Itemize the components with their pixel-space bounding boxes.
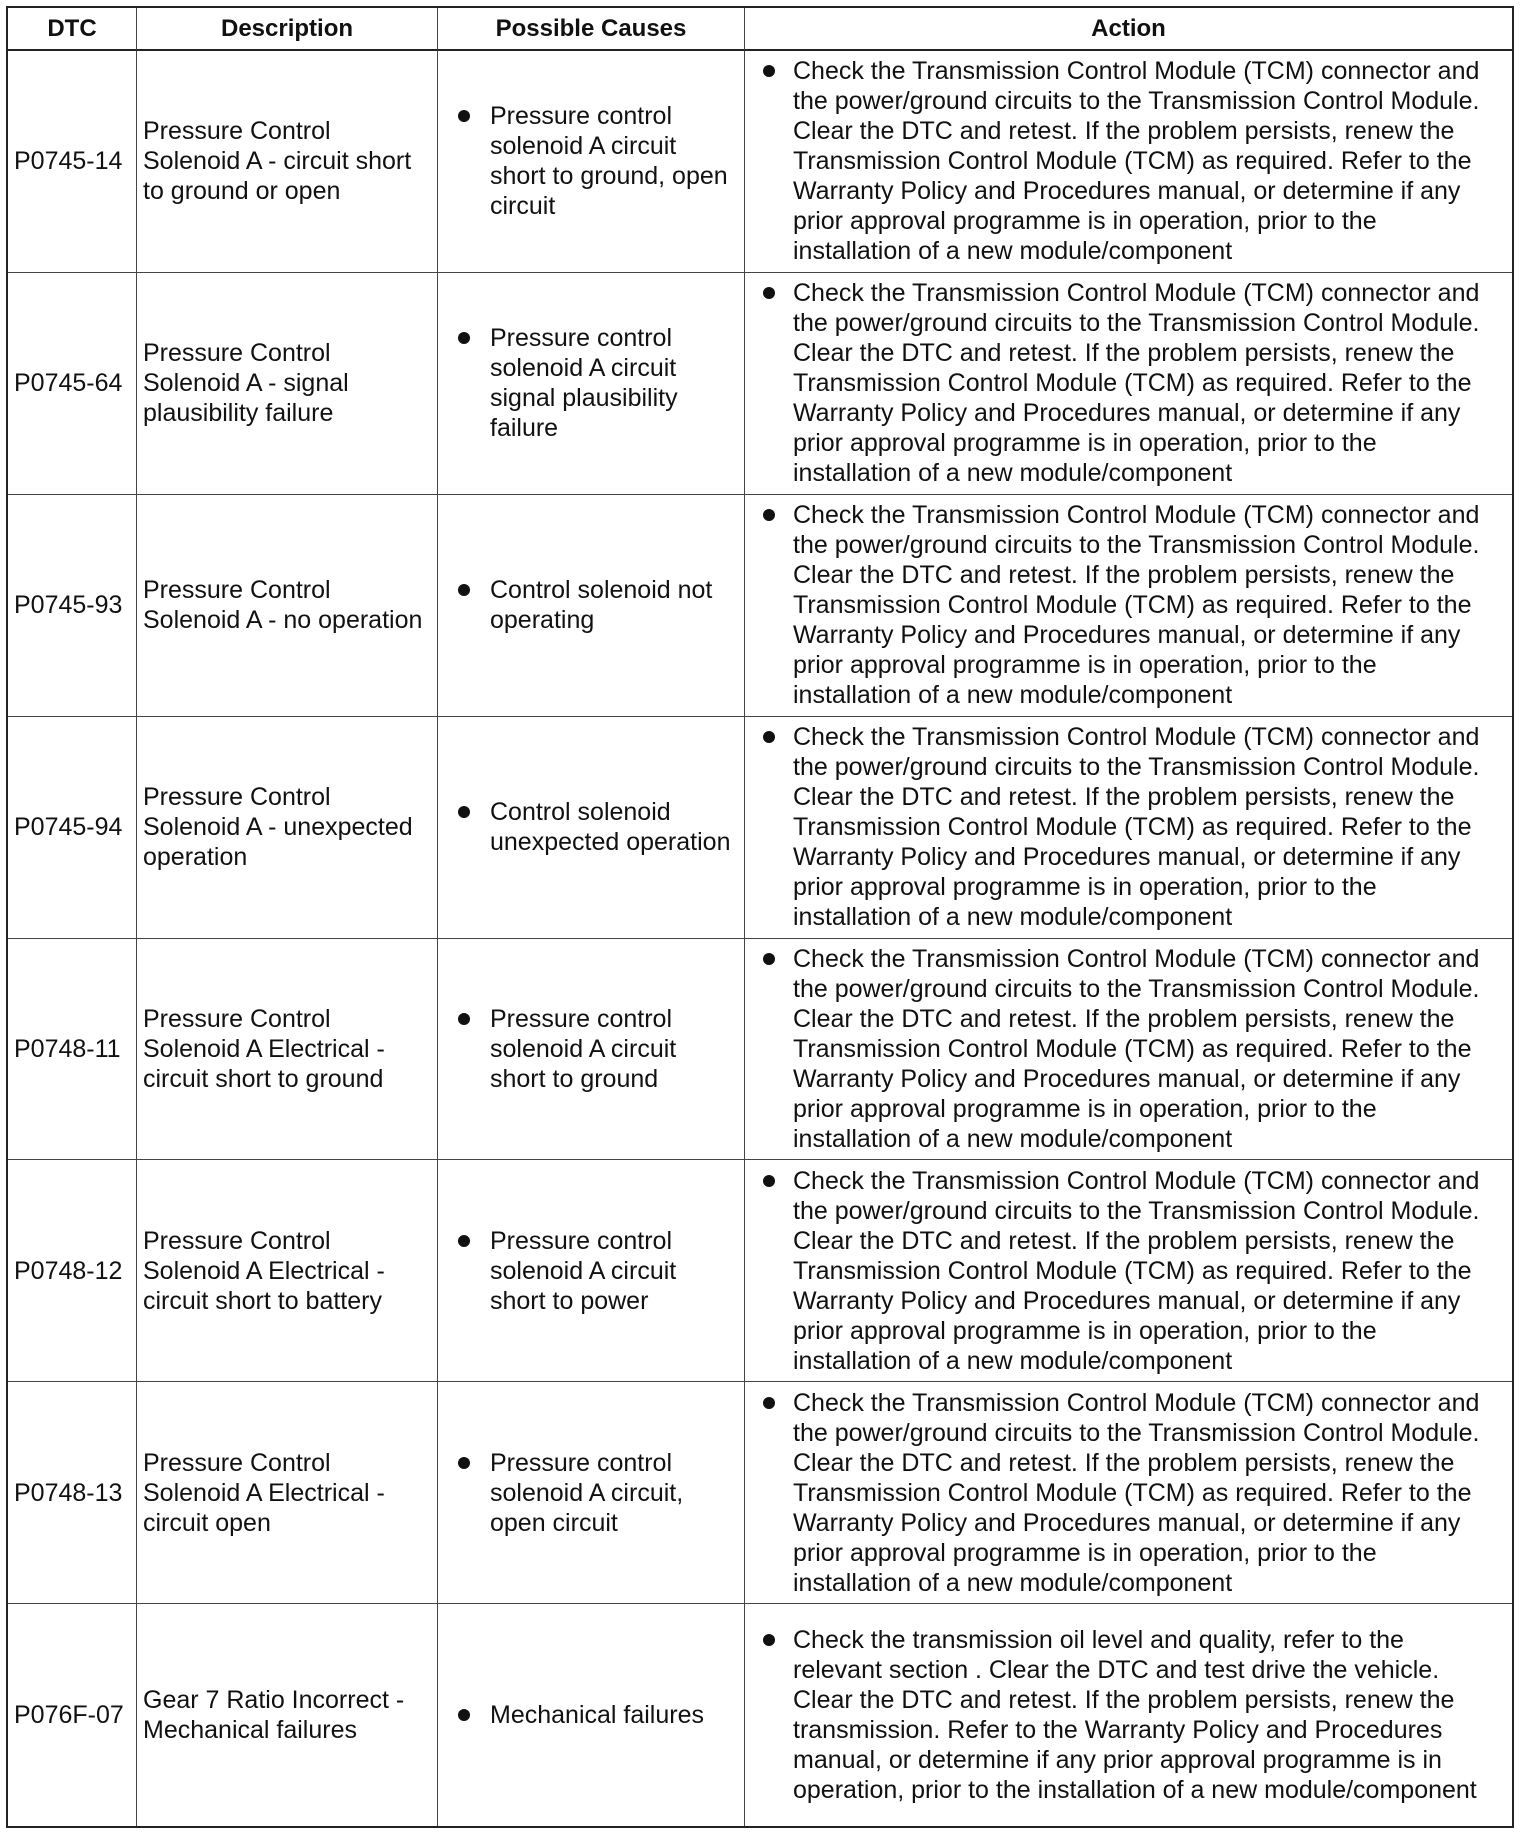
header-possible-causes: Possible Causes xyxy=(438,8,745,51)
action-text: Check the Transmission Control Module (TCM) connector and the power/ground circuits to the Transmission Control Module. Clear the DTC and retest. If the problem persists, renew the Transmission Control Module (TCM) as required. Refer to the Warranty Policy and Procedures manual, or determine if any prior approval programme is in operation, prior to the installation of a new module/component xyxy=(793,279,1480,488)
description-text: Pressure Control Solenoid A Electrical - circuit short to ground xyxy=(137,939,438,1161)
header-action: Action xyxy=(745,8,1512,51)
bullet-icon xyxy=(763,731,775,743)
cause-text: Pressure control solenoid A circuit, open circuit xyxy=(490,1448,684,1537)
bullet-icon xyxy=(763,509,775,521)
cause-text: Pressure control solenoid A circuit short to power xyxy=(490,1226,677,1315)
dtc-code: P0745-64 xyxy=(8,273,137,495)
possible-causes-cell xyxy=(438,1382,745,1604)
action-text: Check the Transmission Control Module (TCM) connector and the power/ground circuits to the Transmission Control Module. Clear the DTC and retest. If the problem persists, renew the Transmission Control Module (TCM) as required. Refer to the Warranty Policy and Procedures manual, or determine if any prior approval programme is in operation, prior to the installation of a new module/component xyxy=(793,501,1480,710)
action-text: Check the transmission oil level and quality, refer to the relevant section . Clear the DTC and test drive the vehicle. Clear the DTC and retest. If the problem persists, renew the transmission. Refer to the Warranty Policy and Procedures manual, or determine if any prior approval programme is in operation, prior to the installation of a new module/component xyxy=(793,1626,1477,1805)
bullet-icon xyxy=(458,332,470,344)
action-text: Check the Transmission Control Module (TCM) connector and the power/ground circuits to the Transmission Control Module. Clear the DTC and retest. If the problem persists, renew the Transmission Control Module (TCM) as required. Refer to the Warranty Policy and Procedures manual, or determine if any prior approval programme is in operation, prior to the installation of a new module/component xyxy=(793,57,1480,266)
action-cell xyxy=(745,51,1512,273)
possible-causes-cell xyxy=(438,273,745,495)
possible-causes-cell xyxy=(438,939,745,1161)
bullet-icon xyxy=(458,1235,470,1247)
action-text: Check the Transmission Control Module (TCM) connector and the power/ground circuits to the Transmission Control Module. Clear the DTC and retest. If the problem persists, renew the Transmission Control Module (TCM) as required. Refer to the Warranty Policy and Procedures manual, or determine if any prior approval programme is in operation, prior to the installation of a new module/component xyxy=(793,723,1480,932)
cause-text: Pressure control solenoid A circuit short to ground, open circuit xyxy=(490,102,728,221)
bullet-icon xyxy=(458,1457,470,1469)
bullet-icon xyxy=(458,110,470,122)
bullet-icon xyxy=(458,806,470,818)
dtc-code: P0745-93 xyxy=(8,495,137,717)
dtc-code: P0745-94 xyxy=(8,717,137,939)
cause-text: Control solenoid not operating xyxy=(490,576,713,635)
dtc-code: P076F-07 xyxy=(8,1604,137,1826)
action-text: Check the Transmission Control Module (TCM) connector and the power/ground circuits to the Transmission Control Module. Clear the DTC and retest. If the problem persists, renew the Transmission Control Module (TCM) as required. Refer to the Warranty Policy and Procedures manual, or determine if any prior approval programme is in operation, prior to the installation of a new module/component xyxy=(793,1388,1480,1597)
bullet-icon xyxy=(458,1709,470,1721)
bullet-icon xyxy=(458,1013,470,1025)
possible-causes-cell xyxy=(438,717,745,939)
action-cell xyxy=(745,1160,1512,1382)
bullet-icon xyxy=(458,584,470,596)
bullet-icon xyxy=(763,65,775,77)
description-text: Pressure Control Solenoid A - no operation xyxy=(137,495,438,717)
bullet-icon xyxy=(763,1634,775,1646)
dtc-table xyxy=(6,6,1514,1828)
header-description: Description xyxy=(137,8,438,51)
description-text: Gear 7 Ratio Incorrect - Mechanical failures xyxy=(137,1604,438,1826)
possible-causes-cell xyxy=(438,1604,745,1826)
dtc-code: P0748-13 xyxy=(8,1382,137,1604)
action-text: Check the Transmission Control Module (TCM) connector and the power/ground circuits to the Transmission Control Module. Clear the DTC and retest. If the problem persists, renew the Transmission Control Module (TCM) as required. Refer to the Warranty Policy and Procedures manual, or determine if any prior approval programme is in operation, prior to the installation of a new module/component xyxy=(793,1166,1480,1375)
possible-causes-cell xyxy=(438,1160,745,1382)
bullet-icon xyxy=(763,287,775,299)
cause-text: Pressure control solenoid A circuit short to ground xyxy=(490,1004,677,1093)
action-cell xyxy=(745,273,1512,495)
action-cell xyxy=(745,1604,1512,1826)
bullet-icon xyxy=(763,953,775,965)
bullet-icon xyxy=(763,1175,775,1187)
possible-causes-cell xyxy=(438,495,745,717)
cause-text: Pressure control solenoid A circuit signal plausibility failure xyxy=(490,324,678,443)
description-text: Pressure Control Solenoid A - signal plausibility failure xyxy=(137,273,438,495)
header-dtc: DTC xyxy=(8,8,137,51)
description-text: Pressure Control Solenoid A Electrical - circuit open xyxy=(137,1382,438,1604)
bullet-icon xyxy=(763,1397,775,1409)
action-text: Check the Transmission Control Module (TCM) connector and the power/ground circuits to the Transmission Control Module. Clear the DTC and retest. If the problem persists, renew the Transmission Control Module (TCM) as required. Refer to the Warranty Policy and Procedures manual, or determine if any prior approval programme is in operation, prior to the installation of a new module/component xyxy=(793,944,1480,1153)
description-text: Pressure Control Solenoid A - circuit short to ground or open xyxy=(137,51,438,273)
cause-text: Mechanical failures xyxy=(490,1701,704,1730)
dtc-code: P0748-11 xyxy=(8,939,137,1161)
cause-text: Control solenoid unexpected operation xyxy=(490,798,731,857)
dtc-code: P0748-12 xyxy=(8,1160,137,1382)
action-cell xyxy=(745,939,1512,1161)
dtc-code: P0745-14 xyxy=(8,51,137,273)
action-cell xyxy=(745,1382,1512,1604)
description-text: Pressure Control Solenoid A - unexpected operation xyxy=(137,717,438,939)
possible-causes-cell xyxy=(438,51,745,273)
action-cell xyxy=(745,495,1512,717)
description-text: Pressure Control Solenoid A Electrical - circuit short to battery xyxy=(137,1160,438,1382)
action-cell xyxy=(745,717,1512,939)
